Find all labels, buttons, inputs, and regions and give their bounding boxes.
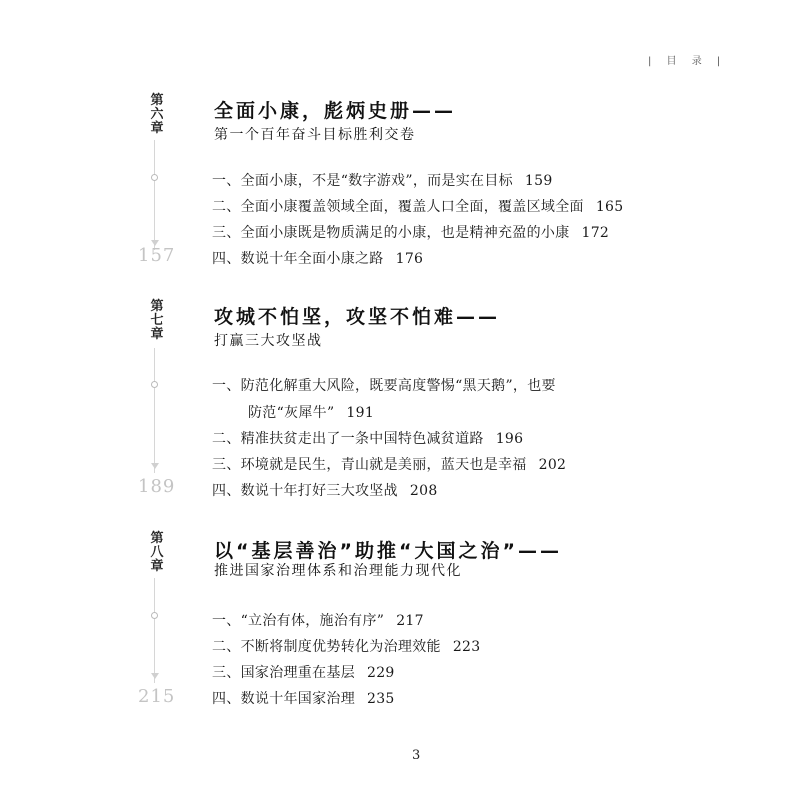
toc-page-number: 165 — [595, 199, 624, 215]
chapter-title[interactable]: 攻城不怕坚，攻坚不怕难—— — [214, 306, 501, 328]
page-number: 3 — [412, 748, 421, 763]
section-header-tag: | 目 录 | — [648, 56, 727, 67]
toc-entry[interactable]: 一、全面小康，不是“数字游戏”，而是实在目标 159 — [212, 173, 553, 189]
toc-page-number: 217 — [396, 613, 424, 629]
timeline-line — [154, 140, 155, 250]
timeline-arrow-icon — [151, 463, 159, 469]
toc-entry[interactable]: 四、数说十年打好三大攻坚战 208 — [212, 483, 438, 499]
toc-entry[interactable]: 三、全面小康既是物质满足的小康，也是精神充盈的小康 172 — [212, 225, 610, 241]
timeline-dot-icon — [151, 174, 158, 181]
timeline-dot-icon — [151, 612, 158, 619]
toc-entry[interactable]: 二、精准扶贫走出了一条中国特色减贫道路 196 — [212, 431, 524, 447]
toc-page-number: 229 — [367, 665, 395, 681]
toc-page-number: 176 — [395, 251, 424, 267]
toc-page-number: 235 — [367, 691, 395, 707]
chapter-label: 第 六 章 — [150, 93, 164, 136]
toc-page-number: 196 — [495, 431, 524, 447]
timeline-dot-icon — [151, 381, 158, 388]
toc-entry[interactable]: 二、全面小康覆盖领域全面，覆盖人口全面，覆盖区域全面 165 — [212, 199, 624, 215]
toc-page-number: 202 — [538, 457, 567, 473]
toc-page-number: 191 — [346, 405, 375, 421]
chapter-title[interactable]: 全面小康，彪炳史册—— — [214, 100, 457, 122]
toc-entry[interactable]: 四、数说十年国家治理 235 — [212, 691, 395, 707]
toc-entry[interactable]: 一、防范化解重大风险，既要高度警惕“黑天鹅”，也要 — [212, 378, 556, 394]
chapter-start-page: 157 — [138, 245, 176, 266]
toc-entry[interactable]: 三、国家治理重在基层 229 — [212, 665, 395, 681]
chapter-subtitle: 第一个百年奋斗目标胜利交卷 — [214, 127, 416, 143]
toc-entry[interactable]: 二、不断将制度优势转化为治理效能 223 — [212, 639, 481, 655]
toc-entry-continuation[interactable]: 防范“灰犀牛” 191 — [248, 405, 375, 421]
chapter-subtitle: 打赢三大攻坚战 — [214, 333, 323, 349]
toc-page-number: 159 — [524, 173, 553, 189]
chapter-subtitle: 推进国家治理体系和治理能力现代化 — [214, 563, 462, 579]
chapter-start-page: 189 — [138, 476, 176, 497]
toc-entry[interactable]: 三、环境就是民生，青山就是美丽，蓝天也是幸福 202 — [212, 457, 567, 473]
chapter-label: 第 八 章 — [150, 531, 164, 574]
timeline-arrow-icon — [151, 673, 159, 679]
chapter-start-page: 215 — [138, 686, 176, 707]
toc-page-number: 223 — [452, 639, 481, 655]
chapter-label: 第 七 章 — [150, 299, 164, 342]
chapter-title[interactable]: 以“基层善治”助推“大国之治”—— — [214, 540, 562, 562]
timeline-line — [154, 348, 155, 473]
timeline-line — [154, 578, 155, 683]
toc-entry[interactable]: 四、数说十年全面小康之路 176 — [212, 251, 424, 267]
toc-page-number: 172 — [581, 225, 610, 241]
toc-entry[interactable]: 一、“立治有体，施治有序” 217 — [212, 613, 424, 629]
toc-page-number: 208 — [409, 483, 438, 499]
